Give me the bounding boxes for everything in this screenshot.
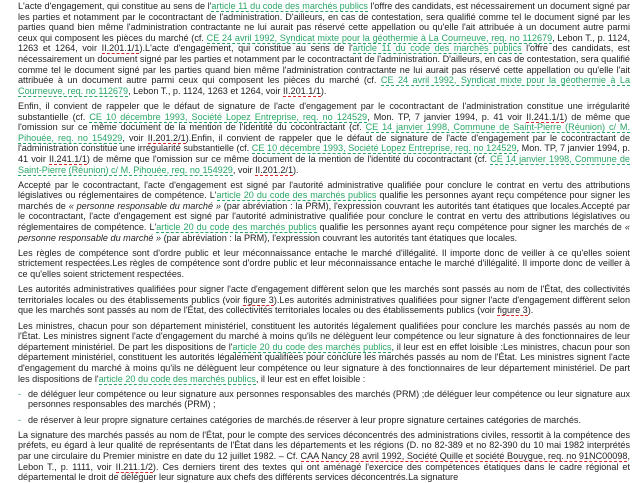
text-run: , voir (122, 132, 148, 143)
text-run: , voir (232, 164, 256, 175)
paragraph-p5 (18, 284, 630, 316)
cross-reference-link[interactable]: II.211.1/2 (115, 461, 153, 472)
text-run: (par abréviation : la PRM), l'expression couvrant les autorités tant étatiques que locales.Accepté par le cocontractant, l'acte d'engagement est signé par l'autorité administrative qualifiée pour conclure le contrat en vertu des attributions législatives ou réglementaires de compétence. L' (18, 200, 630, 233)
paragraph-p2 (18, 101, 630, 175)
legal-reference-link[interactable]: CE 14 janvier 1998, Commune de Saint-Pierre (Réunion) c/ M. Pihouée, req. no 154929 (18, 122, 631, 143)
text-run: l'offre des candidats, est nécessairement un document signé par les parties et notamment par le cocontractant de l'administration. D'ailleurs, en cas de contestation, sera qualifié comme tel le document signé par les parties quand bien même l'administration contractante ne lui aurait pas réservé cette appellation ou qu'elle l'ait attribuée à un document autre parmi ceux qui composent les pièces du marché (cf. (18, 1, 631, 43)
text-run: qualifie les personnes ayant reçu compétence pour signer les marchés de (316, 222, 625, 233)
legal-reference-link[interactable]: article 20 du code des marchés publics (216, 190, 377, 201)
legal-reference-link[interactable]: CE 10 décembre 1993, Société Lopez Entreprise, req. no 124529 (89, 111, 368, 122)
cross-reference-link[interactable]: II.201.2/1 (147, 132, 186, 143)
legal-reference-link[interactable]: article 11 du code des marchés publics (211, 1, 368, 11)
emphasized-text: « personne responsable du marché » (18, 222, 630, 243)
text-run: , Lebon T., p. 1124, 1263 et 1264, voir (18, 32, 630, 54)
text-run: ).L'acte d'engagement, qui constitue au sens de l' (139, 43, 353, 54)
text-run: ) de même que l'omission sur ce même document de la mention de l'identité du cocontractant (cf. (86, 153, 491, 164)
cross-reference-link[interactable]: II.241.1/1 (48, 153, 87, 164)
text-run: La signature des marchés passés au nom de l'État, pour le compte des services déconcentrés des administrations civiles, ressortit à la compétence des préfets, eu égard à leur qualité de représentants de l'État dans les départements et les régions (D. no 82-389 et no 82-390 du 10 mai 1982 interprétés par une circulaire du Premier ministre en date du 12 juillet 1982. – Cf. (18, 429, 630, 461)
text-run: Accepté par le cocontractant, l'acte d'engagement est signé par l'autorité administrative qualifiée pour conclure le contrat en vertu des attributions législatives ou réglementaires de compétence. L' (18, 179, 630, 201)
legal-reference-link[interactable]: CE 24 avril 1992, Syndicat mixte pour la géothermie à La Courneuve, req. no 112679 (206, 32, 553, 43)
legal-reference-link[interactable]: article 11 du code des marchés publics (352, 43, 522, 54)
document-body (18, 1, 630, 483)
list-item-text: de déléguer leur compétence ou leur signature aux personnes responsables des marchés (PRM) ;de déléguer leur compétence ou leur signature aux personnes responsables des marchés (PRM) ; (28, 388, 630, 410)
dash-bullet-icon: - (18, 388, 22, 399)
dash-bullet-icon: - (18, 414, 22, 425)
text-run: , il leur est en effet loisible : (255, 373, 366, 384)
text-run: ) de même que l'omission sur ce même document de la mention de l'identité du cocontractant (cf. (18, 111, 630, 133)
text-run: l'offre des candidats, est nécessairement un document signé par les parties et notamment par le cocontractant de l'administration. D'ailleurs, en cas de contestation, sera qualifié comme tel le document signé par les parties quand bien même l'administration contractante ne lui aurait pas réservé cette appellation ou qu'elle l'ait attribuée à un document autre parmi ceux qui composent les pièces du marché (cf. (18, 43, 630, 86)
text-run: (par abréviation : la PRM), l'expression couvrant les autorités tant étatiques que locales. (161, 232, 518, 243)
text-run: , Lebon T., p. 1111, voir (18, 450, 630, 472)
legal-reference-link[interactable]: article 20 du code des marchés publics (156, 222, 317, 233)
text-run: Les ministres, chacun pour son département ministériel, constituent les autorités légalement qualifiées pour conclure les marchés passés au nom de l'État. Les ministres signent l'acte d'engagement du marché à moins qu'ils ne délèguent leur compétence ou leur signature à des fonctionnaires de leur département ministériel. De part les dispositions de l' (18, 320, 630, 352)
text-run: , il leur est en effet loisible :Les ministres, chacun pour son département ministériel, constituent les autorités légalement qualifiées pour conclure les marchés passés au nom de l'État. Les ministres signent l'acte d'engagement du marché à moins qu'ils ne délèguent leur compétence ou leur signature à des fonctionnaires de leur département ministériel. De part les dispositions de l' (18, 341, 630, 384)
cross-reference-link[interactable]: II.241.1/1 (526, 111, 565, 122)
cross-reference-link[interactable]: II.201.2/1 (255, 164, 293, 175)
text-run: ).Les autorités administratives qualifiées pour signer l'acte d'engagement diffèrent selon que les marchés sont passés au nom de l'État, des collectivités territoriales locales ou des établissements publics (voir (18, 294, 631, 316)
cross-reference-link[interactable]: II.201.1/1 (282, 85, 321, 96)
cross-reference-link[interactable]: II.201.1/1 (101, 43, 140, 54)
text-run: ). Ces derniers tirent des textes qui ont aménagé l'exercice des compétences étatiques dans le cadre régional et départemental le droit de déléguer leur signature aux chefs des différents services déconcentrés.La signature (18, 461, 630, 483)
text-run: Enfin, il convient de rappeler que le défaut de signature de l'acte d'engagement par le cocontractant de l'administration constitue une irrégularité substantielle (cf. (18, 100, 630, 122)
paragraph-p1 (18, 1, 630, 96)
text-run: , Mon. TP, 7 janvier 1994, p. 41 voir (18, 143, 630, 164)
legal-reference-link[interactable]: article 20 du code des marchés publics (232, 341, 392, 352)
list-item-text: de réserver à leur propre signature certaines catégories de marchés.de réserver à leur propre signature certaines catégories de marchés. (28, 414, 581, 425)
text-run: ). (293, 164, 299, 175)
legal-reference-link[interactable]: CE 10 décembre 1993, Société Lopez Entreprise, req. no 124529 (251, 143, 517, 154)
paragraph-p6 (18, 321, 630, 385)
list-item (18, 389, 630, 410)
paragraph-p7 (18, 430, 630, 483)
paragraph-p4 (18, 248, 630, 280)
text-run: ). (527, 305, 534, 316)
text-run: , Lebon T., p. 1124, 1263 et 1264, voir (128, 85, 283, 96)
legal-reference-link[interactable]: CE 24 avril 1992, Syndicat mixte pour la géothermie à La Courneuve, req. no 112679 (18, 75, 631, 96)
legal-reference-link[interactable]: article 20 du code des marchés publics (98, 373, 256, 384)
cross-reference-link[interactable]: figure 3 (497, 305, 528, 316)
dash-list (18, 389, 630, 425)
text-run: L'acte d'engagement, qui constitue au sens de l' (18, 1, 212, 11)
text-run: Les règles de compétence sont d'ordre public et leur méconnaissance entache le marché d'illégalité. Il importe donc de veiller à ce qu'elles soient strictement respectées.Les règles de compétence sont d'ordre public et leur méconnaissance entache le marché d'illégalité. Il importe donc de veiller à ce qu'elles soient strictement respectées. (18, 247, 630, 280)
cross-reference-link[interactable]: figure 3 (243, 294, 274, 305)
text-run: ).Enfin, il convient de rappeler que le défaut de signature de l'acte d'engagement par le cocontractant de l'administration constitue une irrégularité substantielle (cf. (18, 132, 631, 154)
legal-reference-link[interactable]: CE 14 janvier 1998, Commune de Saint-Pierre (Réunion) c/ M. Pihouée, req. no 154929 (18, 153, 630, 175)
paragraph-p3 (18, 180, 630, 244)
text-run: ). (320, 85, 327, 96)
emphasized-text: « personne responsable du marché » (68, 200, 221, 211)
list-item (18, 415, 630, 426)
text-run: , Mon. TP, 7 janvier 1994, p. 41 voir (367, 111, 527, 122)
text-run: Les autorités administratives qualifiées pour signer l'acte d'engagement diffèrent selon que les marchés sont passés au nom de l'État, des collectivités territoriales locales ou des établissements publics (voir (18, 284, 630, 305)
cross-reference-link[interactable]: CAA Nancy 28 avril 1992, Société Quille et société Bouygue, req. no 91NC00098 (300, 450, 628, 461)
text-run: qualifie les personnes ayant reçu compétence pour signer les marchés de (18, 190, 630, 211)
